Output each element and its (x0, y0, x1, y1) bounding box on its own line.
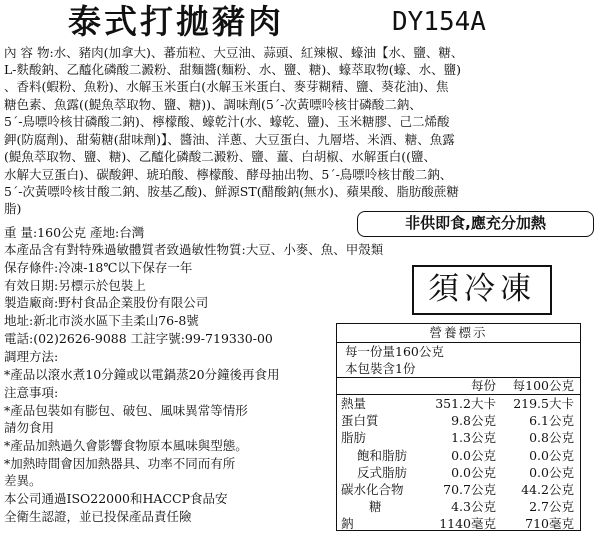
product-title: 泰式打拋豬肉 (68, 2, 284, 41)
per-100g-header: 每100公克 (512, 378, 574, 393)
method-title: 調理方法: (4, 349, 59, 364)
per-serving-value: 70.7公克 (443, 481, 496, 497)
heat-notice-box: 非供即食,應充分加熱 (357, 211, 594, 237)
ingredients-line: L-麩酸鈉、乙醯化磷酸二澱粉、甜麵醬(麵粉、水、鹽、糖)、蠔萃取物(蠔、水、鹽) (4, 62, 462, 77)
notes-line: *加熱時間會因加熱器具、功率不同而有所 (4, 456, 236, 471)
per-serving-value: 351.2大卡 (435, 396, 496, 411)
nutrition-header-row (337, 377, 580, 395)
phone-registration-line: 電話:(02)2626-9088 工註字號:99-719330-00 (4, 331, 273, 346)
per-serving-header: 每份 (470, 378, 496, 393)
per-100g-value: 44.2公克 (521, 481, 574, 497)
serving-size: 每一份量160公克 (345, 344, 444, 359)
nutrition-table (336, 323, 581, 531)
per-serving-value: 0.0公克 (451, 464, 496, 480)
ingredients-line: 水解大豆蛋白)、碳酸鉀、琥珀酸、檸檬酸、酵母抽出物、5´-鳥嘌呤核甘酸二鈉、 (4, 167, 453, 182)
product-code: DY154A (392, 7, 486, 37)
per-serving-value: 4.3公克 (451, 499, 496, 515)
nutrition-rows (337, 395, 580, 533)
nutrient-name: 反式脂肪 (357, 464, 408, 480)
per-serving-value: 0.0公克 (451, 447, 496, 463)
nutrient-name: 脂肪 (341, 430, 367, 446)
ingredients-line: 鉀(防腐劑)、甜菊糖(甜味劑)】、醬油、洋蔥、大豆蛋白、九層塔、米酒、糖、魚露 (4, 132, 455, 147)
per-serving-value: 1.3公克 (451, 430, 496, 446)
notes-line: *產品包裝如有膨包、破包、風味異常等情形 (4, 403, 248, 418)
per-100g-value: 6.1公克 (529, 413, 574, 429)
per-100g-value: 0.0公克 (529, 447, 574, 463)
ingredients-line: (鯷魚萃取物、鹽、糖)、乙醯化磷酸二澱粉、鹽、薑、白胡椒、水解蛋白((鹽、 (4, 149, 437, 164)
method-line: *產品以滾水煮10分鐘或以電鍋蒸20分鐘後再食用 (4, 367, 280, 382)
address-line: 地址:新北市淡水區下圭柔山76-8號 (4, 313, 199, 328)
nutrition-row (337, 447, 580, 464)
notes-line: *產品加熱過久會影響食物原本風味與型態。 (4, 438, 248, 453)
ingredients-line: 糖色素、魚露((鯷魚萃取物、鹽、糖))、調味劑(5´-次黃嘌呤核甘磷酸二鈉、 (4, 97, 422, 112)
nutrition-row (337, 498, 580, 515)
manufacturer-line: 製造廠商:野村食品企業股份有限公司 (4, 295, 209, 310)
ingredients-line: 內 容 物:水、豬肉(加拿大)、蕃茄粒、大豆油、蒜頭、紅辣椒、蠔油【水、鹽、糖、 (4, 45, 464, 60)
keep-frozen-box: 須冷凍 (412, 265, 552, 315)
ingredients-line: 脂) (4, 201, 22, 216)
nutrient-name: 熱量 (341, 396, 367, 411)
per-100g-value: 219.5大卡 (513, 396, 574, 411)
per-100g-value: 0.0公克 (529, 464, 574, 480)
ingredients-line: 5´-次黃嘌呤核甘酸二鈉、胺基乙酸)、鮮源ST(醋酸鈉(無水)、蘋果酸、脂肪酸蔗糖 (4, 184, 459, 199)
weight-origin-line: 重 量:160公克 產地:台灣 (4, 225, 145, 240)
nutrient-name: 糖 (369, 499, 382, 515)
notes-line: 請勿食用 (4, 420, 55, 435)
per-serving-value: 1140毫克 (439, 516, 496, 532)
nutrient-name: 飽和脂肪 (357, 447, 408, 463)
per-serving-value: 9.8公克 (451, 413, 496, 429)
expiry-line: 有效日期:另標示於包裝上 (4, 278, 146, 293)
servings-per-package: 本包裝含1份 (345, 361, 416, 376)
per-100g-value: 0.8公克 (529, 430, 574, 446)
nutrient-name: 鈉 (341, 516, 354, 532)
nutrition-row (337, 464, 580, 481)
notes-line: 差異。 (4, 473, 42, 488)
nutrition-row (337, 429, 580, 446)
ingredients-line: 5´-鳥嘌呤核甘磷酸二鈉)、檸檬酸、蠔乾汁(水、蠔乾、鹽)、玉米糖膠、己二烯酸 (4, 114, 450, 129)
storage-line: 保存條件:冷凍-18℃以下保存一年 (4, 260, 193, 275)
nutrient-name: 蛋白質 (341, 413, 379, 429)
nutrient-name: 碳水化合物 (341, 481, 404, 497)
allergen-line: 本產品含有對特殊過敏體質者致過敏性物質:大豆、小麥、魚、甲殼類 (4, 242, 384, 257)
certification-line: 全衛生認證，並已投保產品責任險 (4, 509, 192, 524)
certification-line: 本公司通過ISO22000和HACCP食品安 (4, 491, 228, 506)
nutrition-row (337, 515, 580, 532)
nutrition-row (337, 481, 580, 498)
notes-title: 注意事項: (4, 385, 59, 400)
ingredients-line: 、香料(蝦粉、魚粉)、水解玉米蛋白(水解玉米蛋白、麥芽糊精、鹽、葵花油)、焦 (4, 79, 449, 94)
per-100g-value: 2.7公克 (529, 499, 574, 515)
nutrition-row (337, 395, 580, 412)
nutrition-row (337, 412, 580, 429)
per-100g-value: 710毫克 (525, 516, 574, 532)
nutrition-title: 營養標示 (337, 324, 580, 343)
